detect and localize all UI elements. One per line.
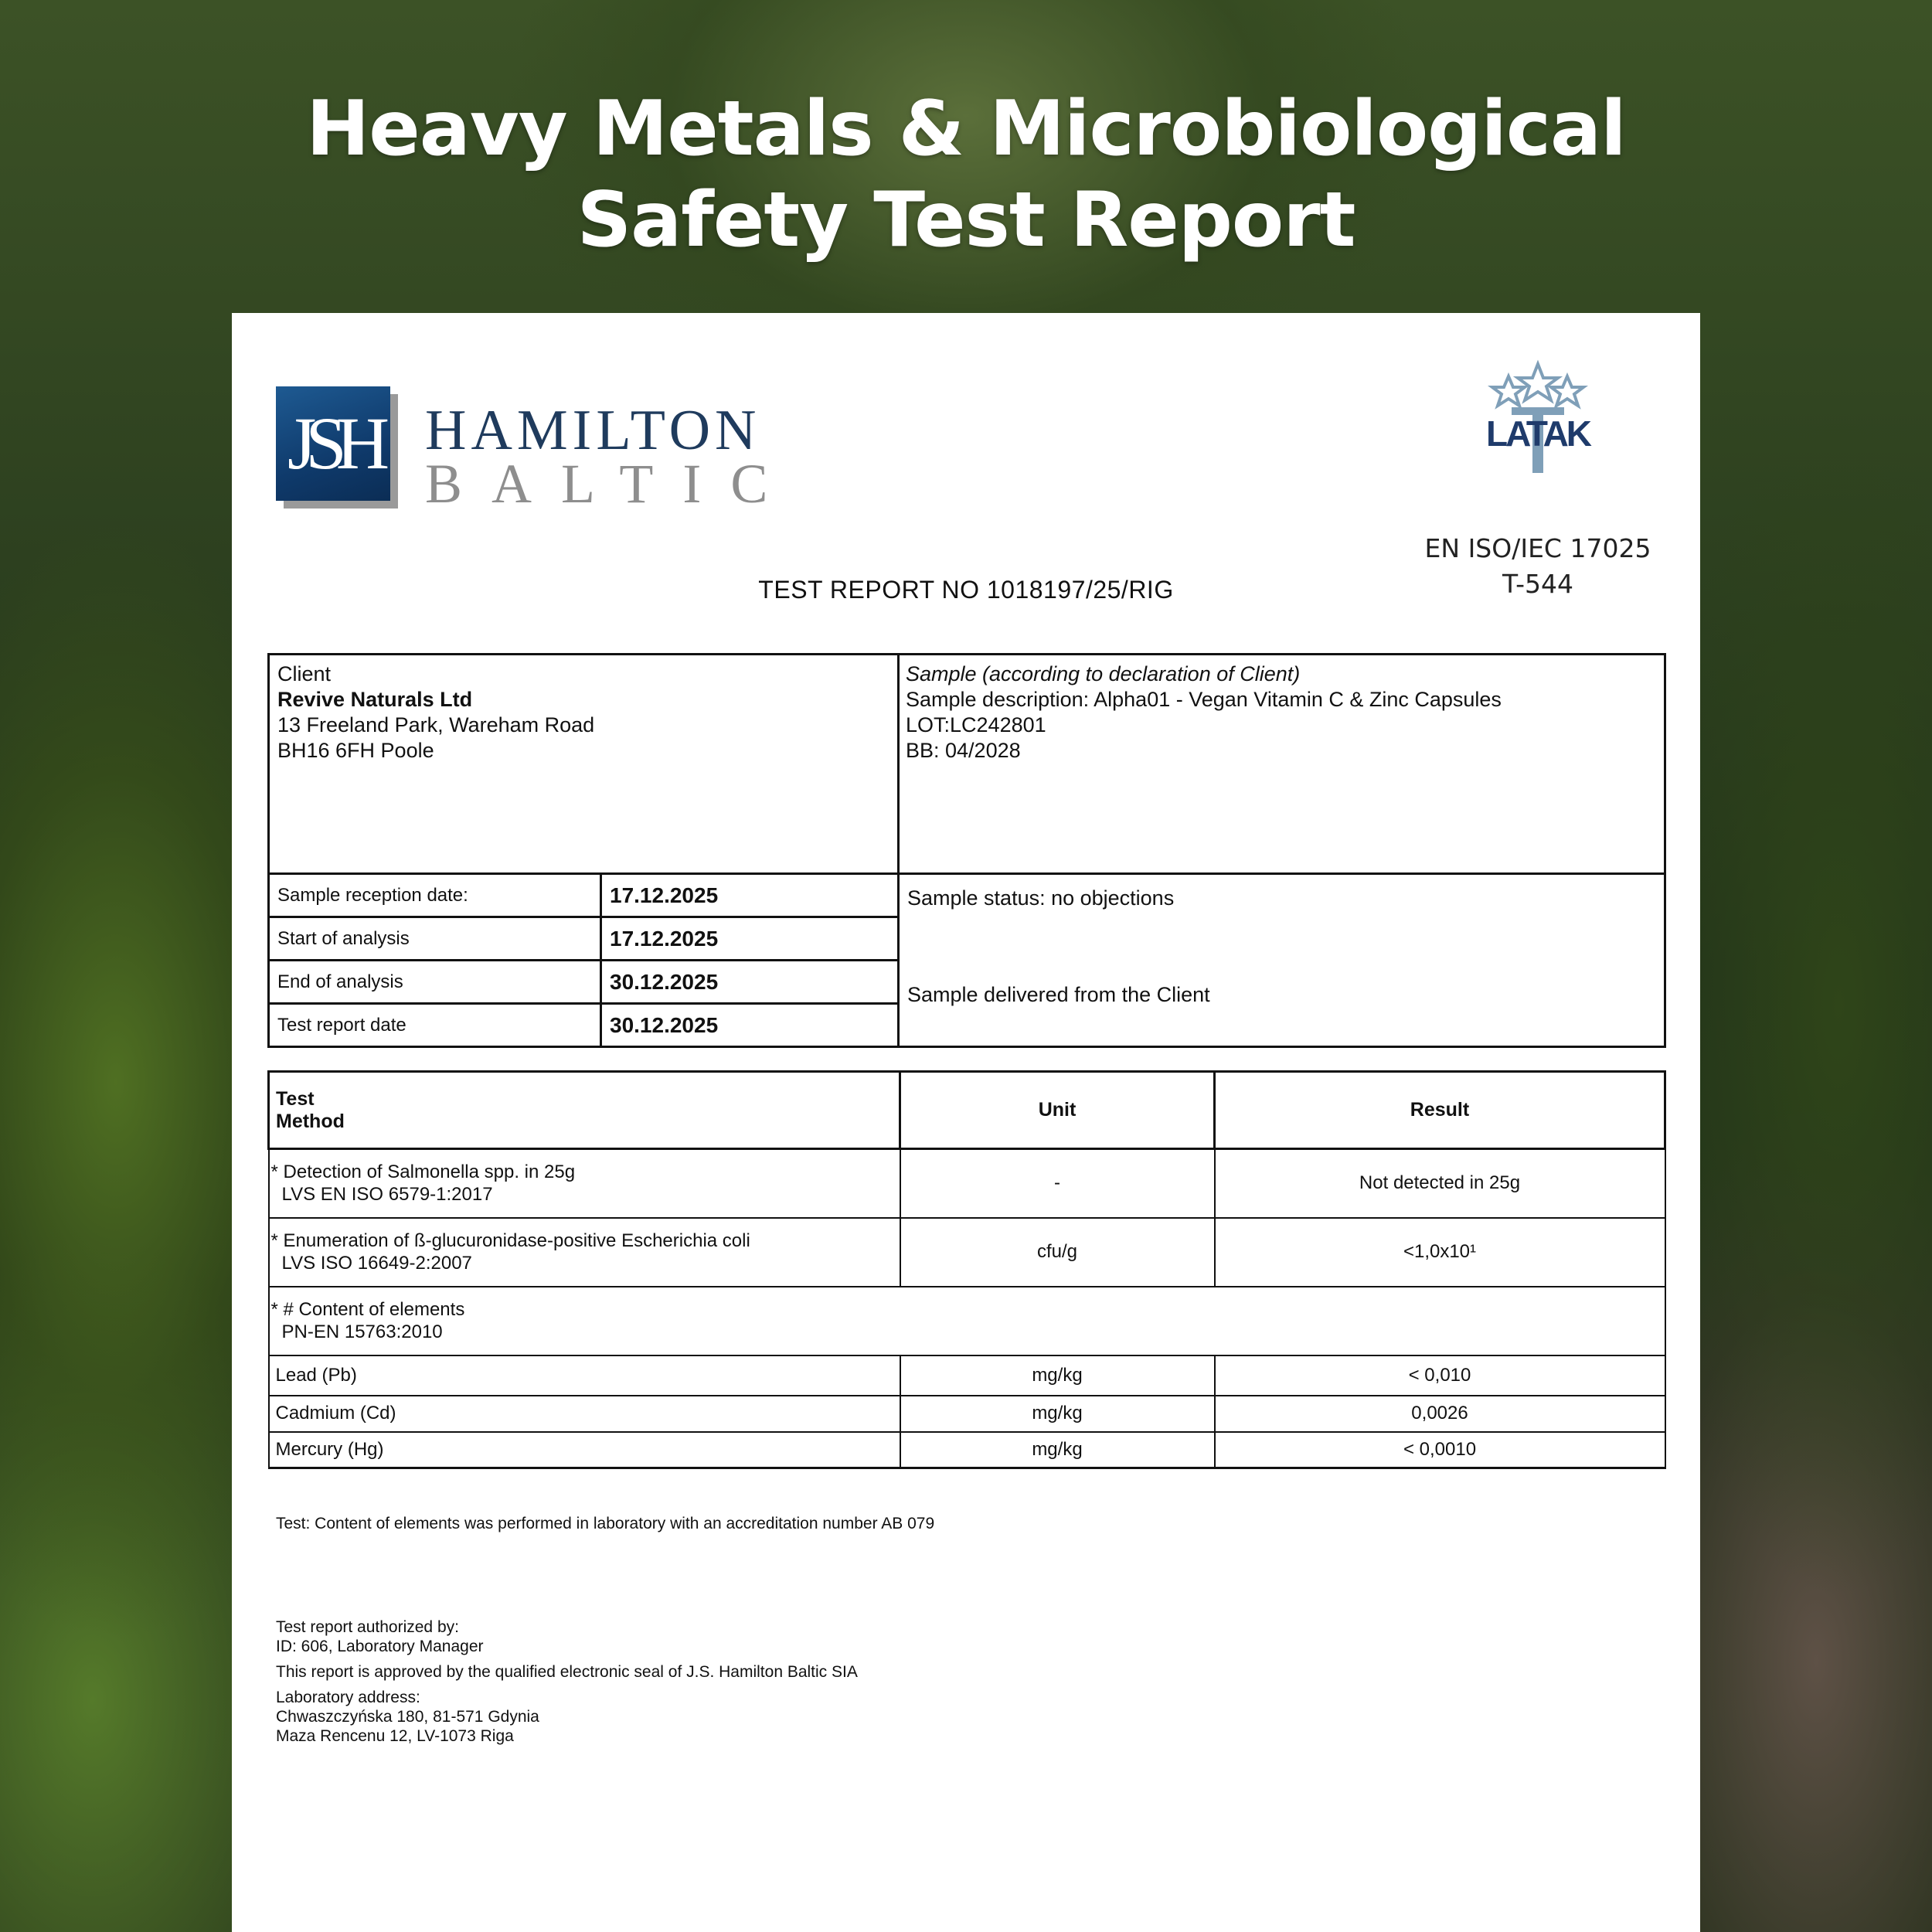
date-value: 30.12.2025	[601, 961, 899, 1004]
authorization-block	[276, 1617, 858, 1746]
date-value: 17.12.2025	[601, 874, 899, 917]
report-number: TEST REPORT NO 1018197/25/RIG	[758, 576, 1174, 604]
date-value: 17.12.2025	[601, 917, 899, 961]
lab-address-heading: Laboratory address:	[276, 1689, 420, 1706]
date-label: Test report date	[269, 1004, 601, 1047]
test-report-document	[232, 313, 1700, 1932]
date-label: Start of analysis	[269, 917, 601, 961]
test-method: LVS ISO 16649-2:2007	[281, 1253, 472, 1274]
result-cell: <1,0x10¹	[1215, 1218, 1665, 1287]
iso-standard: EN ISO/IEC 17025	[1424, 533, 1651, 563]
seal-statement: This report is approved by the qualified electronic seal of J.S. Hamilton Baltic SIA	[276, 1663, 858, 1681]
lab-address-line-1: Chwaszczyńska 180, 81-571 Gdynia	[276, 1708, 539, 1726]
hamilton-baltic-logo	[276, 386, 798, 515]
element-name: Mercury (Hg)	[269, 1432, 900, 1468]
sample-best-before: BB: 04/2028	[906, 739, 1021, 762]
client-name: Revive Naturals Ltd	[277, 688, 473, 711]
sample-cell	[899, 655, 1665, 874]
accreditation-block	[1406, 359, 1669, 599]
sample-delivery: Sample delivered from the Client	[907, 983, 1210, 1006]
header-method: Method	[276, 1110, 345, 1132]
authorizer-id: ID: 606, Laboratory Manager	[276, 1638, 484, 1655]
title-line-2: Safety Test Report	[577, 176, 1355, 264]
client-address-line-1: 13 Freeland Park, Wareham Road	[277, 713, 595, 736]
accreditation-code: T-544	[1502, 569, 1574, 599]
elements-group-name: * # Content of elements	[270, 1299, 465, 1320]
logo-name-bottom: BALTIC	[425, 453, 798, 515]
title-line-1: Heavy Metals & Microbiological	[306, 85, 1626, 173]
result-cell: < 0,010	[1215, 1355, 1665, 1396]
date-value: 30.12.2025	[601, 1004, 899, 1047]
sample-status-cell	[899, 874, 1665, 1047]
client-cell	[269, 655, 899, 874]
header-result: Result	[1215, 1072, 1665, 1149]
page-title	[0, 83, 1932, 266]
header-test: Test	[276, 1087, 315, 1110]
latak-logo-text: LATAK	[1485, 413, 1590, 454]
results-header-row	[269, 1072, 1665, 1149]
test-name: * Enumeration of ß-glucuronidase-positive Escherichia coli	[270, 1230, 750, 1251]
test-cell	[269, 1149, 900, 1218]
table-row	[269, 1355, 1665, 1396]
elements-group-cell	[269, 1287, 1665, 1355]
accreditation-note: Test: Content of elements was performed in laboratory with an accreditation number AB 079	[276, 1515, 935, 1532]
results-table	[267, 1070, 1666, 1469]
table-row	[269, 1218, 1665, 1287]
header-test-method	[269, 1072, 900, 1149]
table-row	[269, 1396, 1665, 1432]
sample-lot: LOT:LC242801	[906, 713, 1046, 736]
element-name: Cadmium (Cd)	[269, 1396, 900, 1432]
unit-cell: -	[900, 1149, 1215, 1218]
element-name: Lead (Pb)	[269, 1355, 900, 1396]
result-cell: < 0,0010	[1215, 1432, 1665, 1468]
logo-name-top: HAMILTON	[425, 399, 761, 462]
result-cell: 0,0026	[1215, 1396, 1665, 1432]
client-sample-table	[267, 653, 1666, 1048]
unit-cell: mg/kg	[900, 1432, 1215, 1468]
unit-cell: cfu/g	[900, 1218, 1215, 1287]
sample-status: Sample status: no objections	[907, 886, 1175, 910]
test-name: * Detection of Salmonella spp. in 25g	[270, 1162, 576, 1183]
client-address-line-2: BH16 6FH Poole	[277, 739, 434, 762]
table-row	[269, 1432, 1665, 1468]
date-label: End of analysis	[269, 961, 601, 1004]
latak-logo-icon	[1461, 359, 1615, 475]
jsh-logo-mark: JSH	[276, 386, 390, 501]
unit-cell: mg/kg	[900, 1355, 1215, 1396]
date-label: Sample reception date:	[269, 874, 601, 917]
sample-description: Sample description: Alpha01 - Vegan Vitamin C & Zinc Capsules	[906, 688, 1502, 711]
test-cell	[269, 1218, 900, 1287]
lab-address-line-2: Maza Rencenu 12, LV-1073 Riga	[276, 1727, 514, 1745]
table-row	[269, 1149, 1665, 1218]
header-unit: Unit	[900, 1072, 1215, 1149]
table-row	[269, 1287, 1665, 1355]
unit-cell: mg/kg	[900, 1396, 1215, 1432]
client-heading: Client	[277, 662, 332, 685]
sample-heading: Sample (according to declaration of Client)	[906, 662, 1301, 685]
authorized-by: Test report authorized by:	[276, 1618, 459, 1636]
result-cell: Not detected in 25g	[1215, 1149, 1665, 1218]
elements-group-method: PN-EN 15763:2010	[281, 1321, 443, 1342]
test-method: LVS EN ISO 6579-1:2017	[281, 1184, 493, 1206]
